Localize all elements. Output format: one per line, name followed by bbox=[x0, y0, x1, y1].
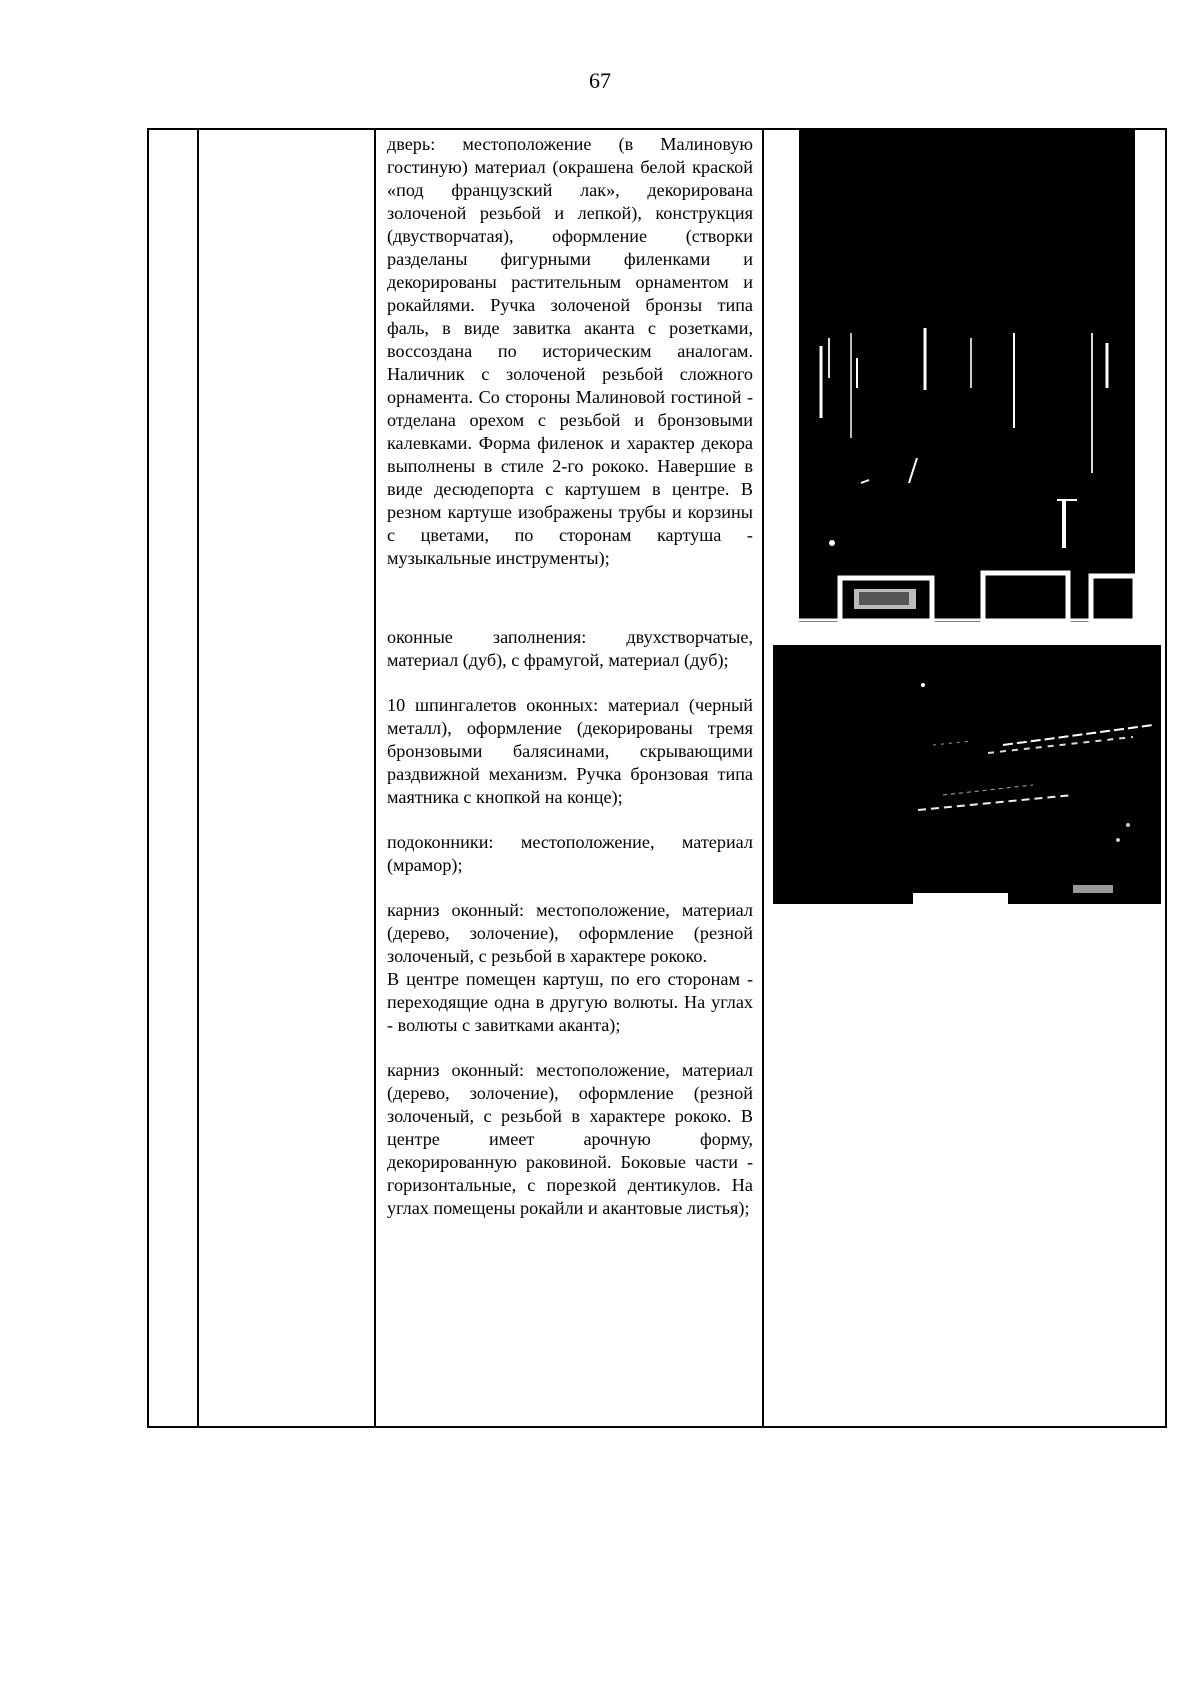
number-cell bbox=[148, 129, 198, 1427]
window-fillings-description: оконные заполнения: двухстворчатые, материал (дуб), с фрамугой, материал (дуб); bbox=[387, 627, 753, 670]
window-latches-description: 10 шпингалетов оконных: материал (черный металл), оформление (декорированы тремя бронзовыми балясинами, скрывающими раздвижной механизм. Ручка бронзовая типа маятника с кнопкой на конце); bbox=[387, 695, 753, 807]
window-cornice-description-1-continued: В центре помещен картуш, по его сторонам - переходящие одна в другую волюты. На углах - волюты с завитками аканта); bbox=[387, 969, 753, 1035]
door-description: дверь: местоположение (в Малиновую гостиную) материал (окрашена белой краской «под французский лак», декорирована золоченой резьбой и лепкой), конструкция (двустворчатая), оформление (створки разделаны фигурными филенками и декорированы растительным орнаментом и рокайлями. Ручка золоченой бронзы типа фаль, в виде завитка аканта с розетками, воссоздана по историческим аналогам. Наличник с золоченой резьбой сложного орнамента. Со стороны Малиновой гостиной - отделана орехом с резьбой и бронзовыми калевками. Форма филенок и характер декора выполнены в стиле 2-го рококо. Навершие в виде десюдепорта с картушем в центре. В резном картуше изображены трубы и корзины с цветами, по сторонам картуша - музыкальные инструменты); bbox=[387, 134, 753, 568]
window-cornice-description-2: карниз оконный: местоположение, материал (дерево, золочение), оформление (резной золоченый, с резьбой в характере рококо. В центре имеет арочную форму, декорированную раковиной. Боковые части - горизонтальные, с порезкой дентикулов. На углах помещены рокайли и акантовые листья); bbox=[387, 1060, 753, 1218]
window-cornice-description-1: карниз оконный: местоположение, материал (дерево, золочение), оформление (резной золоченый, с резьбой в характере рококо. bbox=[387, 900, 753, 966]
page-number: 67 bbox=[589, 68, 611, 93]
name-cell bbox=[198, 129, 375, 1427]
window-sills-description: подоконники: местоположение, материал (мрамор); bbox=[387, 832, 753, 875]
door-photo bbox=[799, 128, 1135, 622]
window-photo bbox=[773, 645, 1161, 904]
description-cell bbox=[375, 129, 763, 1427]
